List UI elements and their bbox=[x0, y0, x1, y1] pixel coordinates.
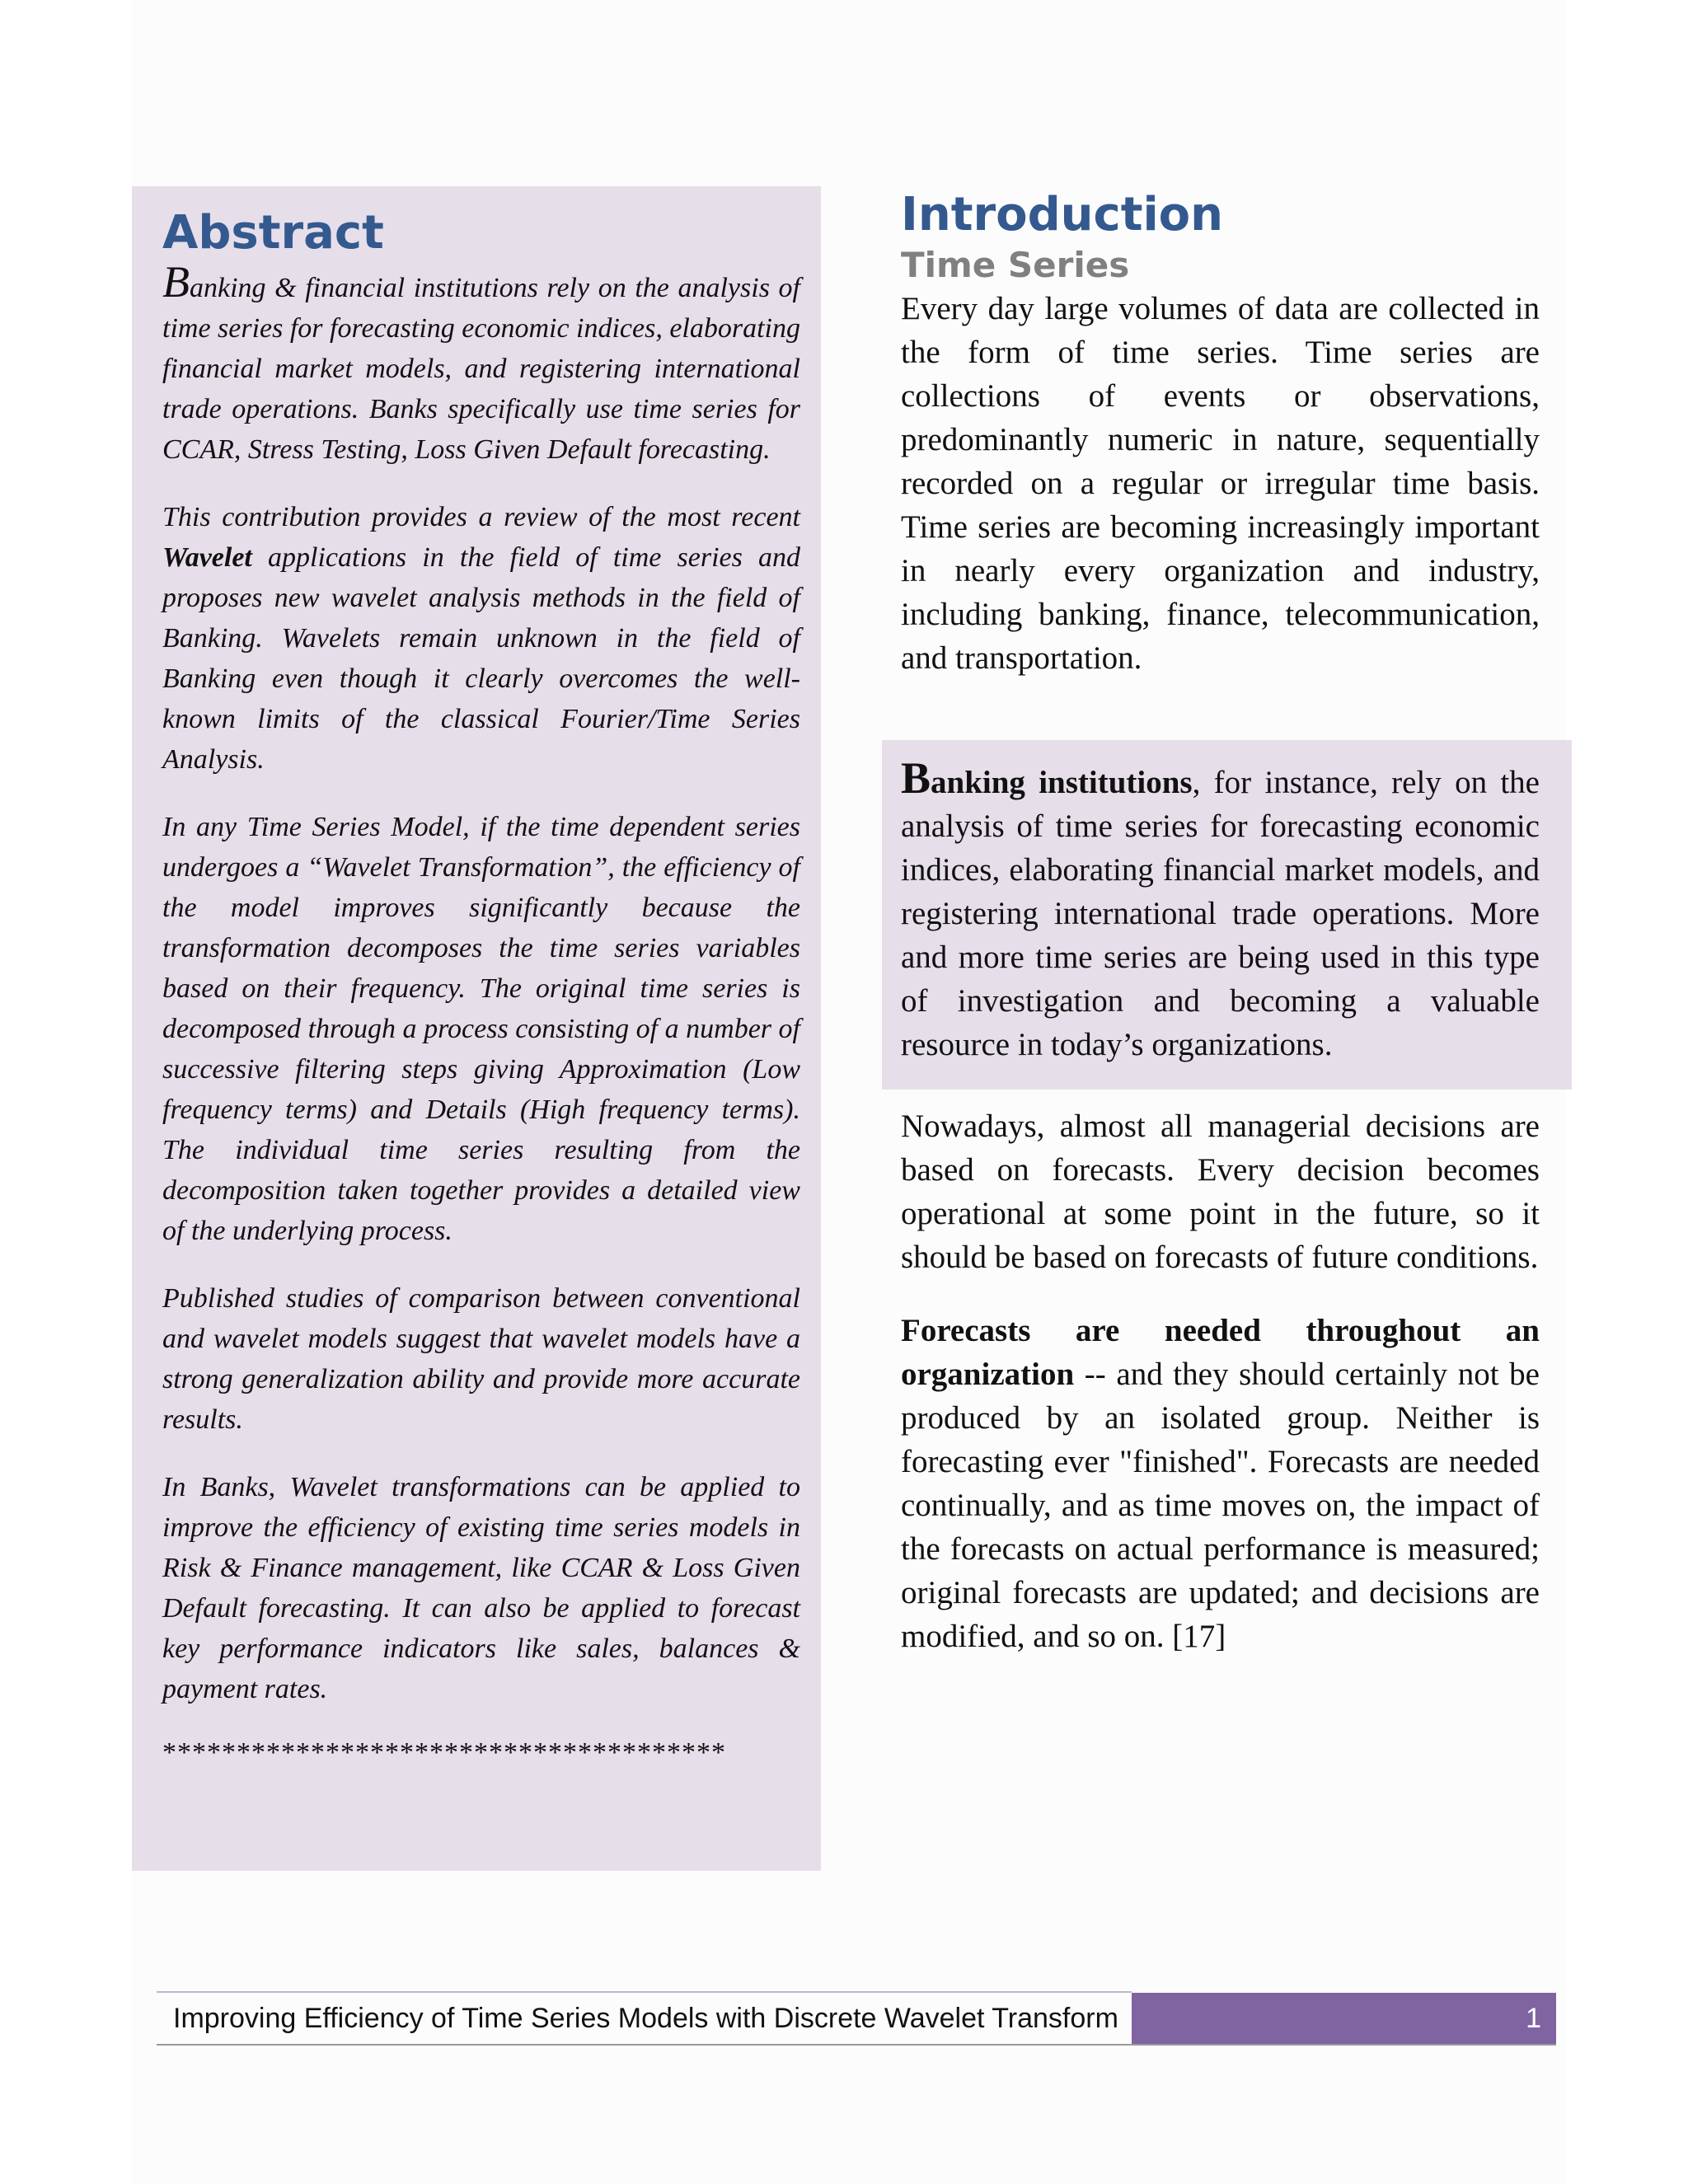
banking-callout bbox=[882, 740, 1572, 1090]
abstract-paragraph-3: In any Time Series Model, if the time dependent series undergoes a “Wavelet Transformation”, the efficiency of the model improves significantly because the transformation decomposes the time series variables based on their frequency. The original time series is decomposed through a process consisting of a number of successive filtering steps giving Approximation (Low frequency terms) and Details (High frequency terms). The individual time series resulting from the decomposition taken together provides a detailed view of the underlying process. bbox=[162, 812, 800, 1246]
banking-callout-content bbox=[901, 753, 1540, 1066]
time-series-subheading: Time Series bbox=[901, 245, 1130, 285]
page-footer bbox=[157, 1993, 1556, 2046]
abstract-separator: ************************************** bbox=[162, 1737, 726, 1768]
abstract-heading: Abstract bbox=[162, 206, 384, 260]
abstract-paragraph-1 bbox=[162, 257, 800, 470]
abstract-paragraph-4: Published studies of comparison between conventional and wavelet models suggest that wavelet models have a strong generalization ability and provide more accurate results. bbox=[162, 1283, 800, 1435]
banking-paragraph bbox=[901, 753, 1540, 1066]
abstract-paragraph-2 bbox=[162, 497, 800, 780]
footer-title: Improving Efficiency of Time Series Models with Discrete Wavelet Transform bbox=[173, 2003, 1118, 2034]
introduction-paragraph-1: Every day large volumes of data are collected in the form of time series. Time series are collections of events or observations, predominantly numeric in nature, sequentially recorded on a regular or irregular time basis. Time series are becoming increasingly important in nearly every organization and industry, including banking, finance, telecommunication, and transportation. bbox=[901, 291, 1540, 676]
footer-page-bar bbox=[1132, 1993, 1556, 2044]
introduction-paragraph-4-text: -- and they should certainly not be produced by an isolated group. Neither is forecasting ever "finished". Forecasts are needed continually, and as time moves on, the impact of the forecasts on actual performance is measured; original forecasts are updated; and decisions are modified, and so on. [17] bbox=[901, 1357, 1540, 1654]
abstract-dropcap: B bbox=[162, 257, 190, 307]
introduction-paragraph-4 bbox=[901, 1309, 1540, 1658]
wavelet-emphasis: Wavelet bbox=[162, 542, 252, 573]
banking-dropcap: B bbox=[901, 753, 931, 803]
introduction-continued bbox=[901, 1104, 1540, 1658]
abstract-content bbox=[162, 204, 800, 1769]
abstract-paragraph-5: In Banks, Wavelet transformations can be applied to improve the efficiency of existing time series models in Risk & Finance management, like CCAR & Loss Given Default forecasting. It can also be applied to forecast key performance indicators like sales, balances & payment rates. bbox=[162, 1472, 800, 1704]
introduction-column bbox=[901, 186, 1540, 680]
abstract-paragraph-1-text: anking & financial institutions rely on the analysis of time series for forecasting economic indices, elaborating financial market models, and registering international trade operations. Banks specifically use time series for CCAR, Stress Testing, Loss Given Default forecasting. bbox=[162, 273, 800, 465]
banking-institutions-bold: anking institutions bbox=[931, 765, 1193, 800]
page-number: 1 bbox=[1526, 2003, 1541, 2034]
forecasts-bold: Forecasts are needed throughout an organization bbox=[901, 1313, 1540, 1392]
abstract-paragraph-2-text-a: This contribution provides a review of the most recent bbox=[162, 502, 800, 532]
abstract-paragraph-2-text-b: applications in the field of time series and proposes new wavelet analysis methods in the field of Banking. Wavelets remain unknown in the field of Banking even though it clearly overcomes the well-known limits of the classical Fourier/Time Series Analysis. bbox=[162, 542, 800, 775]
abstract-panel bbox=[132, 186, 821, 1871]
banking-paragraph-text: , for instance, rely on the analysis of time series for forecasting economic indices, elaborating financial market models, and registering international trade operations. More and more time series are being used in this type of investigation and becoming a valuable resource in today’s organizations. bbox=[901, 765, 1540, 1062]
introduction-heading: Introduction bbox=[901, 188, 1224, 241]
introduction-paragraph-3: Nowadays, almost all managerial decisions are based on forecasts. Every decision becomes operational at some point in the future, so it should be based on forecasts of future conditions. bbox=[901, 1108, 1540, 1275]
